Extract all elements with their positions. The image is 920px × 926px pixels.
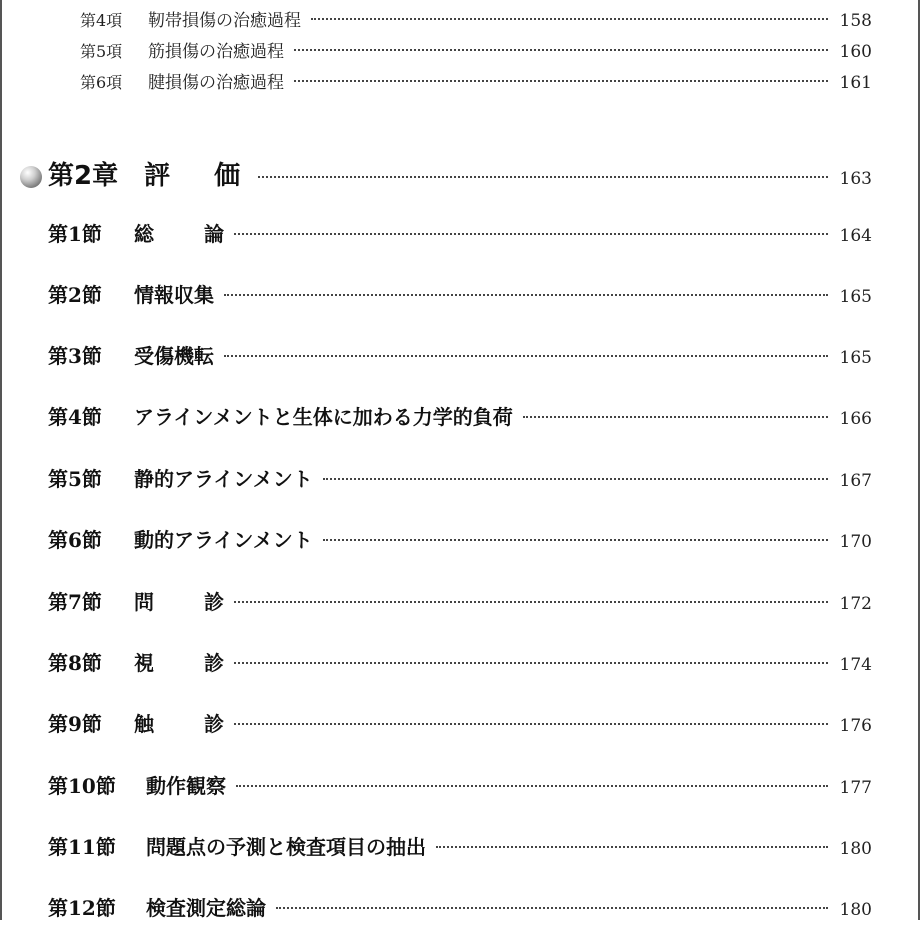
dot-leader [258,176,827,178]
dot-leader [323,478,828,480]
section-title: 問題点の予測と検査項目の抽出 [146,835,426,859]
page-number: 167 [839,471,872,491]
section-number: 第10節 [48,774,116,798]
page-number: 180 [839,839,872,859]
dot-leader [234,233,828,235]
item-number: 第6項 [80,73,123,92]
section-number: 第6節 [48,528,102,552]
section-number: 第9節 [48,712,102,736]
page-number: 165 [839,348,872,368]
toc-section-row[interactable] [48,218,872,252]
section-title: アラインメントと生体に加わる力学的負荷 [134,405,513,429]
page-number: 170 [839,532,872,552]
page-number: 177 [839,778,872,798]
item-number: 第5項 [80,42,123,61]
toc-section-row[interactable] [48,831,872,865]
section-title: 視診 [134,651,274,675]
page-number: 180 [839,900,872,920]
item-number: 第4項 [80,11,123,30]
dot-leader [234,601,828,603]
dot-leader [523,416,828,418]
toc-section-row[interactable] [48,279,872,313]
page-number: 160 [839,42,872,62]
toc-section-row[interactable] [48,708,872,742]
dot-leader [294,49,828,51]
toc-section-row[interactable] [48,401,872,435]
section-title: 受傷機転 [134,344,214,368]
section-number: 第2節 [48,283,102,307]
toc-item-row[interactable] [80,6,872,34]
section-number: 第8節 [48,651,102,675]
item-title: 靭帯損傷の治癒過程 [148,11,301,31]
toc-chapter-row[interactable] [20,155,872,195]
item-title: 筋損傷の治癒過程 [148,42,284,62]
section-number: 第11節 [48,835,116,859]
page-number: 161 [839,73,872,93]
dot-leader [224,355,828,357]
item-title: 腱損傷の治癒過程 [148,73,284,93]
section-title: 問診 [134,590,274,614]
dot-leader [234,723,828,725]
toc-section-row[interactable] [48,892,872,926]
page-number: 165 [839,287,872,307]
page-number: 158 [839,11,872,31]
page-number: 166 [839,409,872,429]
dot-leader [236,785,828,787]
toc-section-row[interactable] [48,647,872,681]
section-title: 情報収集 [134,283,214,307]
section-title: 総論 [134,222,274,246]
dot-leader [436,846,828,848]
section-title: 動的アラインメント [134,528,313,552]
dot-leader [323,539,828,541]
page-number: 174 [839,655,872,675]
page-number: 172 [839,594,872,614]
chapter-number: 第2章 [48,161,119,191]
section-number: 第3節 [48,344,102,368]
chapter-title: 評価 [144,161,285,191]
toc-section-row[interactable] [48,770,872,804]
dot-leader [311,18,828,20]
toc-item-row[interactable] [80,37,872,65]
dot-leader [234,662,828,664]
page-number: 163 [839,169,872,189]
page-number: 164 [839,226,872,246]
section-title: 動作観察 [146,774,226,798]
section-number: 第5節 [48,467,102,491]
section-number: 第1節 [48,222,102,246]
section-title: 静的アラインメント [134,467,313,491]
section-number: 第12節 [48,896,116,920]
toc-section-row[interactable] [48,524,872,558]
dot-leader [276,907,828,909]
page-number: 176 [839,716,872,736]
toc-section-row[interactable] [48,340,872,374]
toc-item-row[interactable] [80,68,872,96]
sphere-bullet-icon [20,166,42,188]
section-number: 第7節 [48,590,102,614]
section-title: 触診 [134,712,274,736]
dot-leader [224,294,828,296]
toc-section-row[interactable] [48,586,872,620]
dot-leader [294,80,828,82]
section-number: 第4節 [48,405,102,429]
section-title: 検査測定総論 [146,896,266,920]
toc-section-row[interactable] [48,463,872,497]
